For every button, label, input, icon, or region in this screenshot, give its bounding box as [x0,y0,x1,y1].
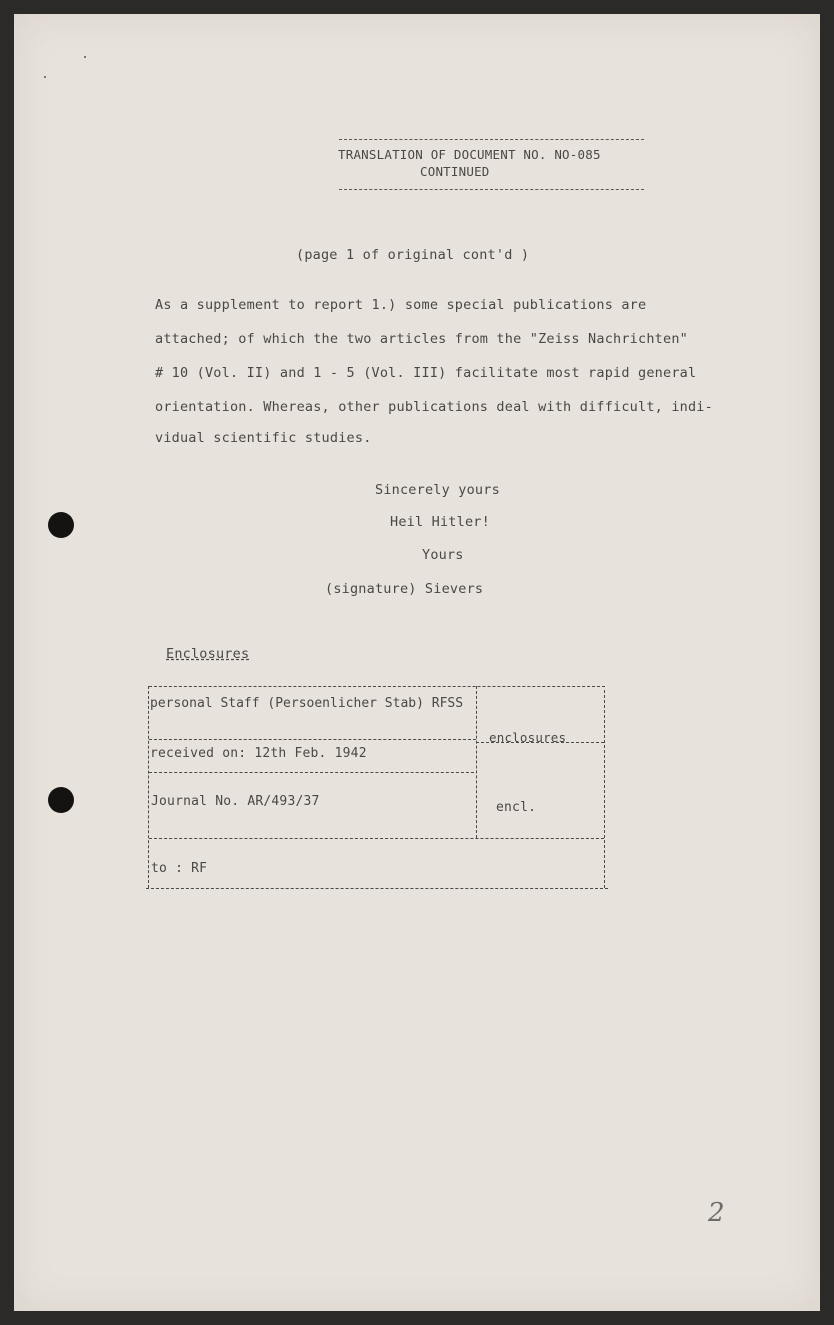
body-line-2: attached; of which the two articles from the "Zeiss Nachrichten" [155,331,688,347]
stamp-to: to : RF [151,861,208,876]
stamp-enclosures: enclosures [489,730,567,745]
stamp-border-bottom [146,888,608,889]
document-title: TRANSLATION OF DOCUMENT NO. NO-085 [338,147,601,162]
stamp-divider-2 [149,772,474,773]
stamp-journal-no: Journal No. AR/493/37 [151,794,320,809]
signature-line: (signature) Sievers [325,581,484,597]
page-number: 2 [708,1198,725,1228]
stamp-divider-1 [149,739,476,740]
header-rule-bottom [339,189,644,190]
stamp-received-on: received on: 12th Feb. 1942 [150,746,367,761]
stamp-personal-staff: personal Staff (Persoenlicher Stab) RFSS [150,696,464,711]
page-reference: (page 1 of original cont'd ) [296,247,530,263]
enclosures-heading: Enclosures [166,646,250,662]
stamp-encl: encl. [496,800,537,815]
body-line-5: vidual scientific studies. [155,430,372,446]
paper-speck [84,56,86,58]
registry-stamp [146,686,608,894]
document-title-continued: CONTINUED [420,164,490,179]
stamp-border-right [604,690,605,888]
body-line-3: # 10 (Vol. II) and 1 - 5 (Vol. III) facilitate most rapid general [155,365,697,381]
closing-yours: Yours [422,547,464,563]
stamp-border-left [148,686,149,888]
header-rule-top [339,139,644,140]
document-page [14,14,820,1311]
stamp-border-top [149,686,605,687]
stamp-divider-vertical [476,686,477,838]
body-line-4: orientation. Whereas, other publications deal with difficult, indi- [155,399,713,415]
stamp-divider-3 [149,838,604,839]
closing-sincerely: Sincerely yours [375,482,500,498]
binder-hole-bottom [48,787,74,813]
closing-salutation: Heil Hitler! [390,514,490,530]
binder-hole-top [48,512,74,538]
paper-speck [44,76,46,78]
body-line-1: As a supplement to report 1.) some special publications are [155,297,647,313]
